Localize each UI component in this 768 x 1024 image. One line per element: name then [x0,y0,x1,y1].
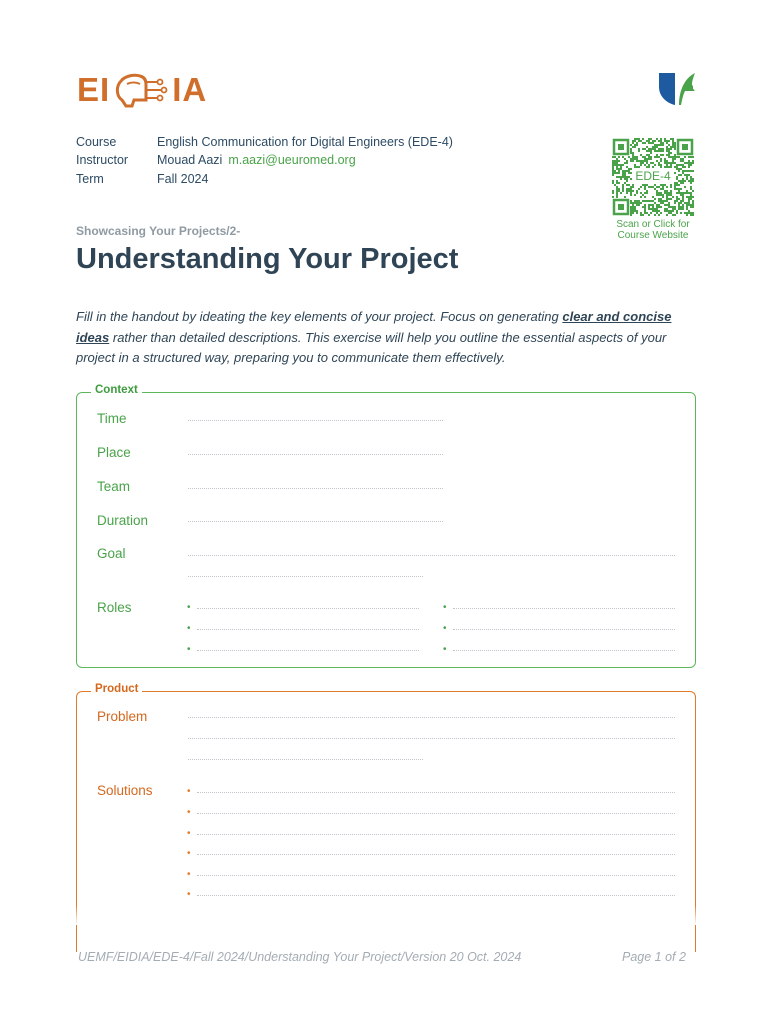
bullet-icon: • [187,602,191,613]
eidia-logo [77,70,207,110]
bullet-icon: • [187,869,191,880]
instructor-label: Instructor [76,153,129,167]
role-field-6[interactable] [453,650,675,651]
context-section [76,384,696,668]
solution-field-2[interactable] [197,813,675,814]
breadcrumb: Showcasing Your Projects/2- [76,224,241,238]
role-field-5[interactable] [197,650,419,651]
qr-code-label: EDE-4 [635,169,671,183]
course-label: Course [76,135,117,149]
footer-doc-path: UEMF/EIDIA/EDE-4/Fall 2024/Understanding Your Project/Version 20 Oct. 2024 [78,950,522,964]
intro-text-2: rather than detailed descriptions. This exercise will help you outline the essential aspects of your project in a structured way, preparing you to communicate them effectively. [76,329,667,365]
role-field-1[interactable] [197,608,419,609]
term-value: Fall 2024 [157,172,209,186]
goal-label: Goal [97,546,126,561]
role-field-2[interactable] [453,608,675,609]
role-field-3[interactable] [197,629,419,630]
role-field-4[interactable] [453,629,675,630]
roles-label: Roles [97,600,132,615]
qr-code-icon[interactable] [612,138,694,216]
solutions-label: Solutions [97,783,153,798]
page-title: Understanding Your Project [76,243,459,275]
instructor-row [76,152,356,168]
bullet-icon: • [443,623,447,634]
problem-field-line-2[interactable] [188,738,675,739]
term-row [76,171,208,187]
team-field[interactable] [188,488,443,489]
place-field[interactable] [188,454,443,455]
course-row [76,134,453,150]
time-label: Time [97,411,127,426]
solution-field-1[interactable] [197,792,675,793]
bullet-icon: • [187,786,191,797]
context-legend: Context [91,384,142,396]
bullet-icon: • [443,602,447,613]
intro-paragraph [76,307,676,369]
logo-text-left: EI [77,71,111,108]
bullet-icon: • [187,848,191,859]
course-value: English Communication for Digital Engineers (EDE-4) [157,135,453,149]
bullet-icon: • [187,828,191,839]
intro-emphasis: clear and concise ideas [76,309,672,345]
team-label: Team [97,479,131,494]
brain-circuit-icon [112,70,170,110]
logo-text-right: IA [172,71,208,108]
page-cut-fade [60,905,710,925]
goal-field-line-1[interactable] [188,555,675,556]
university-shield-logo [657,69,697,109]
bullet-icon: • [187,807,191,818]
product-legend: Product [91,683,142,695]
time-field[interactable] [188,420,443,421]
problem-field-line-3[interactable] [188,759,423,760]
bullet-icon: • [187,889,191,900]
solution-field-3[interactable] [197,834,675,835]
solution-field-6[interactable] [197,895,675,896]
instructor-name: Mouad Aazi [157,153,223,167]
instructor-email-link[interactable]: m.aazi@ueuromed.org [228,153,356,167]
term-label: Term [76,172,104,186]
problem-field-line-1[interactable] [188,717,675,718]
duration-label: Duration [97,513,149,528]
goal-field-line-2[interactable] [188,576,423,577]
qr-caption-line2: Course Website [617,230,689,241]
place-label: Place [97,445,131,460]
intro-text-1: Fill in the handout by ideating the key elements of your project. Focus on generating [76,309,563,324]
qr-caption-line1: Scan or Click for [616,219,690,230]
bullet-icon: • [443,644,447,655]
footer-page-number: Page 1 of 2 [622,950,686,964]
problem-label: Problem [97,709,148,724]
solution-field-5[interactable] [197,875,675,876]
duration-field[interactable] [188,521,443,522]
bullet-icon: • [187,623,191,634]
qr-caption [602,219,704,241]
solution-field-4[interactable] [197,854,675,855]
bullet-icon: • [187,644,191,655]
